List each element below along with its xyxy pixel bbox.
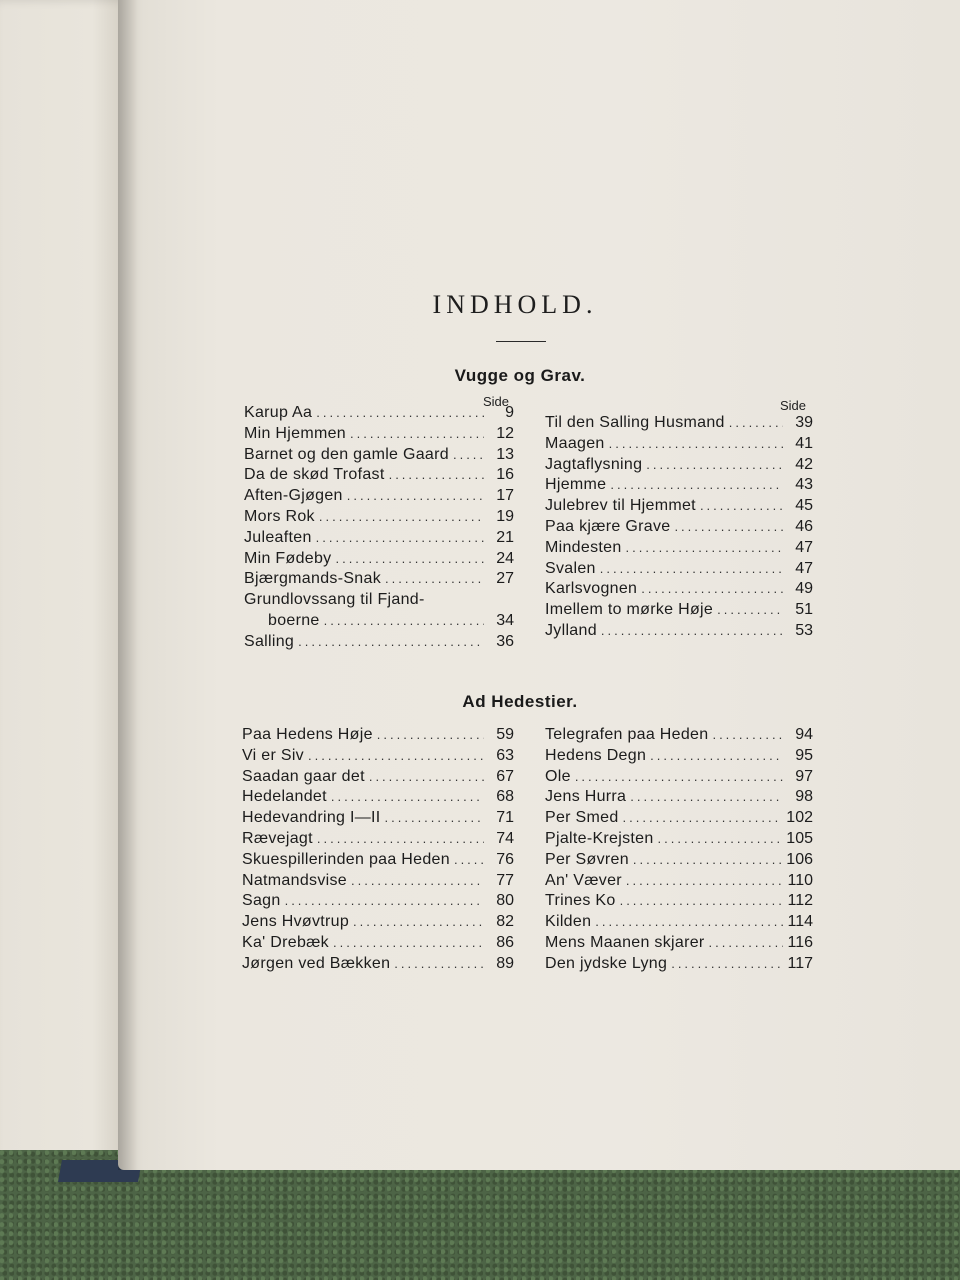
toc-entry [545,559,813,580]
toc-entry [244,632,514,653]
toc-entry-page: 95 [795,746,813,764]
toc-entry-title: Per Søvren [545,850,629,868]
toc-entry-title: Salling [244,632,295,650]
toc-column-2-left [242,725,514,975]
toc-entry-title: Mens Maanen skjarer [545,933,705,951]
dot-leader [650,746,783,767]
toc-entry [242,912,514,933]
toc-entry-title: Aften-Gjøgen [244,487,343,505]
dot-leader [595,912,783,933]
toc-entry [545,517,813,538]
dot-leader [646,455,783,476]
dot-leader [350,424,484,445]
dot-leader [317,829,484,850]
toc-entry-title: Paa Hedens Høje [242,726,373,743]
dot-leader [709,933,783,954]
dot-leader [331,787,484,808]
toc-entry [545,954,813,975]
toc-entry-page: 80 [496,892,514,910]
toc-entry-page: 89 [496,954,514,972]
toc-entry [244,507,514,528]
toc-entry [545,413,813,434]
page-gutter-shadow [118,0,138,1170]
dot-leader [319,507,484,528]
toc-entry-page: 45 [795,497,813,515]
dot-leader [712,725,783,746]
dot-leader [620,891,783,912]
dot-leader [609,434,783,455]
toc-entry-title: Skuespillerinden paa Heden [242,850,450,868]
title-rule [496,341,546,342]
toc-entry-page: 47 [795,538,813,556]
toc-entry [545,787,813,808]
toc-entry-page: 51 [795,601,813,619]
toc-entry [545,496,813,517]
toc-entry-page: 13 [496,445,514,463]
toc-entry-title: Paa kjære Grave [545,517,671,535]
toc-entry-title: Mindesten [545,538,622,556]
toc-entry-title: Hjemme [545,476,607,494]
toc-entry-title: Hedelandet [242,788,327,806]
toc-entry-page: 94 [795,726,813,743]
toc-entry-page: 112 [787,892,813,910]
toc-entry-title: Julebrev til Hjemmet [545,497,696,515]
toc-entry-page: 43 [795,476,813,494]
toc-entry-page: 59 [496,726,514,743]
toc-entry [242,746,514,767]
toc-entry-page: 86 [496,933,514,951]
dot-leader [626,871,783,892]
toc-entry [545,579,813,600]
toc-entry-title: Svalen [545,559,596,577]
toc-column-1-left [244,403,514,653]
toc-entry-title: Jagtaflysning [545,455,643,473]
dot-leader [385,808,484,829]
dot-leader [626,538,783,559]
toc-entry [244,465,514,486]
left-page-edge [0,0,132,1165]
dot-leader [575,767,783,788]
dot-leader [285,891,484,912]
toc-entry-title: Hedens Degn [545,746,647,764]
toc-entry [244,424,514,445]
toc-entry-page: 42 [795,455,813,473]
toc-entry-page: 39 [795,414,813,431]
toc-entry [242,891,514,912]
toc-entry-page: 106 [786,850,813,868]
toc-entry [545,871,813,892]
toc-entry-title: Jylland [545,621,597,639]
side-label-left: Side [483,394,510,409]
toc-entry-page: 102 [786,809,813,827]
dot-leader [641,579,783,600]
toc-entry-title: Jens Hvøvtrup [242,913,350,931]
dot-leader [369,767,484,788]
toc-entry [244,569,514,590]
toc-entry [545,600,813,621]
toc-entry [242,787,514,808]
toc-entry-title: Per Smed [545,809,619,827]
toc-entry-title: Imellem to mørke Høje [545,601,714,619]
dot-leader [316,403,484,424]
toc-entry-page: 117 [787,954,813,972]
dot-leader [324,611,484,632]
toc-entry-title: Til den Salling Husmand [545,414,725,431]
dot-leader [316,528,484,549]
toc-entry-title: Ole [545,767,571,785]
toc-entry-title: Juleaften [244,528,312,546]
toc-entry-page: 17 [496,487,514,505]
toc-entry-page: 46 [795,517,813,535]
dot-leader [377,725,484,746]
toc-entry [545,767,813,788]
toc-entry [545,808,813,829]
toc-entry [244,611,514,632]
toc-entry [244,549,514,570]
toc-entry [545,725,813,746]
toc-column-1-right [545,413,813,642]
toc-entry-title: Telegrafen paa Heden [545,726,709,743]
toc-entry-page: 116 [787,933,813,951]
toc-entry-title: Trines Ko [545,892,616,910]
toc-entry [242,850,514,871]
dot-leader [700,496,783,517]
toc-entry [244,590,514,611]
toc-entry-title: Grundlovssang til Fjand- [244,591,425,609]
toc-entry [545,891,813,912]
toc-entry-page: 74 [496,829,514,847]
dot-leader [394,954,484,975]
toc-entry-title: Min Fødeby [244,549,332,567]
toc-entry-page: 49 [795,580,813,598]
toc-entry-page: 98 [795,788,813,806]
side-label-right: Side [780,398,807,413]
toc-entry-title: Mors Rok [244,507,315,525]
toc-entry-page: 21 [496,528,514,546]
toc-entry-title: Min Hjemmen [244,424,346,442]
dot-leader [353,912,484,933]
toc-entry-title: Ka' Drebæk [242,933,329,951]
dot-leader [601,621,783,642]
toc-entry [242,808,514,829]
toc-entry-page: 19 [496,507,514,525]
dot-leader [630,787,783,808]
toc-entry [244,445,514,466]
toc-entry [242,954,514,975]
dot-leader [347,486,484,507]
toc-entry-title: Den jydske Lyng [545,954,668,972]
toc-entry [244,403,514,424]
dot-leader [610,475,783,496]
toc-entry [545,475,813,496]
toc-entry [244,528,514,549]
dot-leader [385,569,484,590]
toc-entry [242,871,514,892]
section-title-vugge-og-grav: Vugge og Grav. [454,366,586,385]
dot-leader [453,445,484,466]
toc-entry-title: Karup Aa [244,404,313,421]
dot-leader [335,549,484,570]
toc-entry-title: Hedevandring I—II [242,809,381,827]
dot-leader [633,850,782,871]
toc-entry [545,933,813,954]
dot-leader [658,829,783,850]
toc-entry-page: 67 [496,767,514,785]
toc-entry [545,850,813,871]
toc-entry-title: Natmandsvise [242,871,347,889]
toc-entry-page: 114 [787,913,813,931]
toc-entry-page: 77 [496,871,514,889]
dot-leader [729,413,783,434]
toc-entry-title: Vi er Siv [242,746,304,764]
toc-entry-page: 24 [496,549,514,567]
toc-entry-page: 27 [496,570,514,588]
toc-entry-page: 76 [496,850,514,868]
toc-entry-page: 82 [496,913,514,931]
dot-leader [717,600,783,621]
toc-entry [244,486,514,507]
toc-entry-title: Sagn [242,892,281,910]
toc-entry [545,829,813,850]
toc-entry-title: Maagen [545,434,605,452]
toc-entry-title: Da de skød Trofast [244,466,385,484]
toc-entry [545,538,813,559]
dot-leader [671,954,783,975]
toc-entry [545,455,813,476]
toc-entry-title: Kilden [545,913,592,931]
dot-leader [674,517,783,538]
toc-entry-page: 68 [496,788,514,806]
toc-entry-page: 9 [505,404,514,421]
section-title-ad-hedestier: Ad Hedestier. [462,692,578,711]
toc-entry-page: 12 [496,424,514,442]
toc-entry-page: 63 [496,746,514,764]
toc-entry-page: 16 [496,466,514,484]
toc-entry-page: 47 [795,559,813,577]
toc-entry [242,767,514,788]
page-title: INDHOLD. [432,290,598,319]
toc-entry-title: Karlsvognen [545,580,638,598]
toc-entry-title: Jens Hurra [545,788,627,806]
toc-entry-page: 110 [787,871,813,889]
toc-entry-page: 105 [786,829,813,847]
toc-entry [545,912,813,933]
toc-entry [242,933,514,954]
dot-leader [308,746,484,767]
toc-column-2-right [545,725,813,975]
toc-entry-title: Pjalte-Krejsten [545,829,654,847]
toc-entry-title: boerne [268,611,320,629]
toc-entry-title: Rævejagt [242,829,313,847]
dot-leader [623,808,783,829]
dot-leader [298,632,484,653]
dot-leader [600,559,783,580]
toc-entry [242,725,514,746]
toc-entry [545,434,813,455]
toc-entry-title: Bjærgmands-Snak [244,570,381,588]
toc-entry-title: An' Væver [545,871,622,889]
toc-entry-title: Jørgen ved Bækken [242,954,391,972]
toc-entry [545,621,813,642]
dot-leader [454,850,484,871]
dot-leader [333,933,484,954]
toc-entry-title: Saadan gaar det [242,767,365,785]
toc-entry [242,829,514,850]
dot-leader [351,871,484,892]
toc-entry-title: Barnet og den gamle Gaard [244,445,449,463]
toc-entry-page: 53 [795,621,813,639]
toc-entry-page: 41 [795,434,813,452]
toc-entry-page: 97 [795,767,813,785]
toc-entry-page: 36 [496,632,514,650]
toc-entry-page: 34 [496,611,514,629]
dot-leader [389,465,484,486]
toc-entry-page: 71 [496,809,514,827]
toc-entry [545,746,813,767]
